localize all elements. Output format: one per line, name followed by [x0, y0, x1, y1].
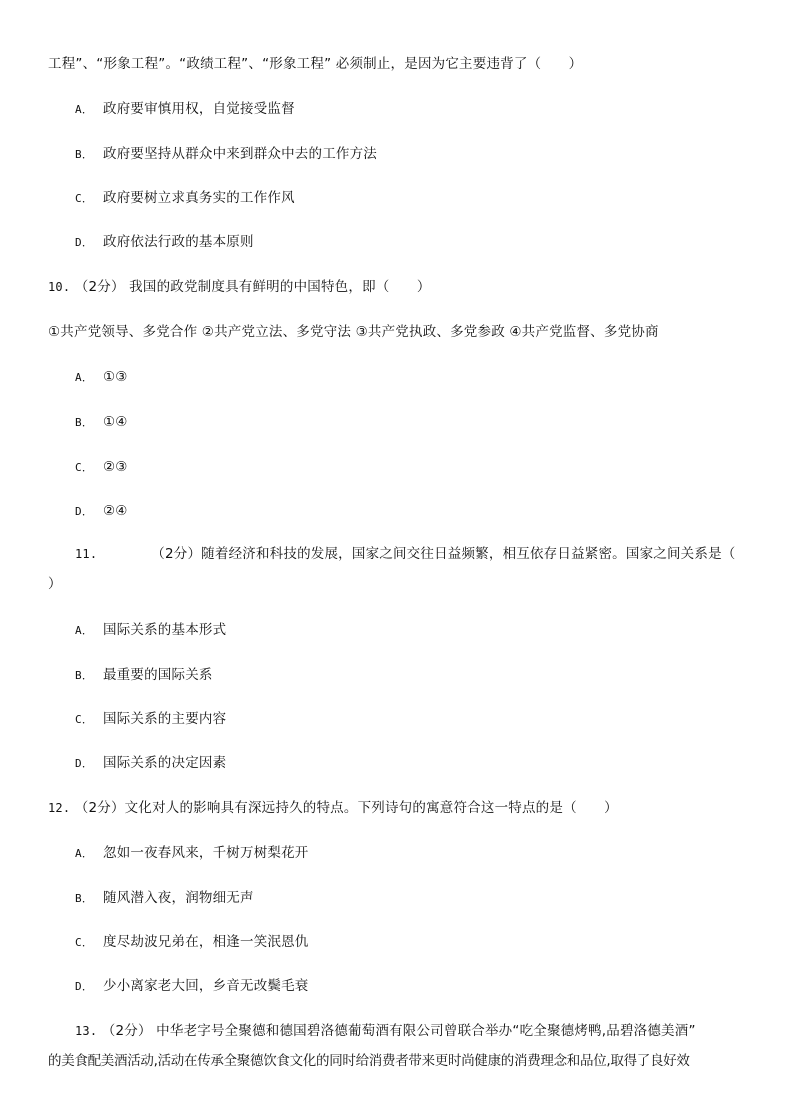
option-letter: B． [75, 892, 94, 905]
q9-option-b [75, 146, 377, 163]
option-text: 政府依法行政的基本原则 [103, 234, 254, 250]
option-letter: C． [75, 192, 94, 205]
option-text: 少小离家老大回，乡音无改鬓毛衰 [103, 978, 309, 994]
option-text: 最重要的国际关系 [103, 667, 213, 683]
question-score: （2分） [151, 546, 202, 562]
q11-option-d [75, 755, 226, 772]
q10-option-d [75, 503, 128, 520]
question-text: 文化对人的影响具有深远持久的特点。下列诗句的寓意符合这一特点的是（ ） [124, 800, 618, 816]
question-text: 我国的政党制度具有鲜明的中国特色，即（ ） [129, 279, 431, 295]
option-letter: A． [75, 371, 94, 384]
q12-stem [48, 800, 618, 816]
option-letter: B． [75, 669, 94, 682]
q11-option-a [75, 622, 226, 639]
q11-option-c [75, 711, 226, 728]
q12-option-b [75, 890, 254, 907]
q10-option-b [75, 414, 128, 431]
option-letter: C． [75, 461, 94, 474]
option-text: 随风潜入夜，润物细无声 [103, 890, 254, 906]
option-text: ②④ [103, 503, 128, 519]
option-letter: C． [75, 713, 94, 726]
option-text: 国际关系的主要内容 [103, 711, 227, 727]
question-number: 11. [75, 547, 98, 561]
q10-option-c [75, 459, 128, 476]
option-text: 国际关系的基本形式 [103, 622, 227, 638]
option-letter: A． [75, 624, 94, 637]
q9-option-a [75, 101, 295, 118]
option-letter: D． [75, 236, 94, 249]
q9-option-c [75, 190, 295, 207]
question-number: 13. [75, 1024, 98, 1038]
option-letter: D． [75, 980, 94, 993]
q10-option-a [75, 369, 128, 386]
option-text: ①④ [103, 414, 128, 430]
question-number: 10. [48, 280, 71, 294]
q11-option-b [75, 667, 213, 684]
option-text: 政府要树立求真务实的工作作风 [103, 190, 295, 206]
option-text: ①③ [103, 369, 128, 385]
q10-items: ①共产党领导、多党合作 ②共产党立法、多党守法 ③共产党执政、多党参政 ④共产党监督、多党协商 [48, 324, 659, 340]
question-text: 随着经济和科技的发展，国家之间交往日益频繁，相互依存日益紧密。国家之间关系是（ [201, 546, 736, 562]
question-score: （2分） [101, 1023, 152, 1039]
option-text: ②③ [103, 459, 128, 475]
option-text: 政府要坚持从群众中来到群众中去的工作方法 [103, 146, 377, 162]
option-letter: D． [75, 757, 94, 770]
q10-stem [48, 279, 431, 295]
option-letter: A． [75, 103, 94, 116]
question-text: 中华老字号全聚德和德国碧洛德葡萄酒有限公司曾联合举办“吃全聚德烤鸭,品碧洛德美酒” [156, 1023, 696, 1039]
q11-stem [75, 546, 735, 562]
option-letter: D． [75, 505, 94, 518]
q12-option-d [75, 978, 309, 995]
option-letter: B． [75, 416, 94, 429]
q9-stem-continuation: 工程”、“形象工程”。“政绩工程”、“形象工程” 必须制止，是因为它主要违背了（ ） [48, 56, 583, 72]
q13-stem [75, 1023, 696, 1039]
q11-stem-continuation: ） [48, 576, 62, 592]
q13-stem-continuation: 的美食配美酒活动,活动在传承全聚德饮食文化的同时给消费者带来更时尚健康的消费理念和品位,取得了良好效 [48, 1053, 690, 1069]
option-text: 国际关系的决定因素 [103, 755, 227, 771]
option-letter: C． [75, 936, 94, 949]
option-text: 政府要审慎用权，自觉接受监督 [103, 101, 295, 117]
option-letter: A． [75, 847, 94, 860]
question-score: （2分） [74, 800, 125, 816]
q12-option-c [75, 934, 309, 951]
question-number: 12. [48, 801, 71, 815]
q9-option-d [75, 234, 254, 251]
q12-option-a [75, 845, 309, 862]
option-text: 忽如一夜春风来，千树万树梨花开 [103, 845, 309, 861]
option-text: 度尽劫波兄弟在，相逢一笑泯恩仇 [103, 934, 309, 950]
option-letter: B． [75, 148, 94, 161]
question-score: （2分） [74, 279, 125, 295]
